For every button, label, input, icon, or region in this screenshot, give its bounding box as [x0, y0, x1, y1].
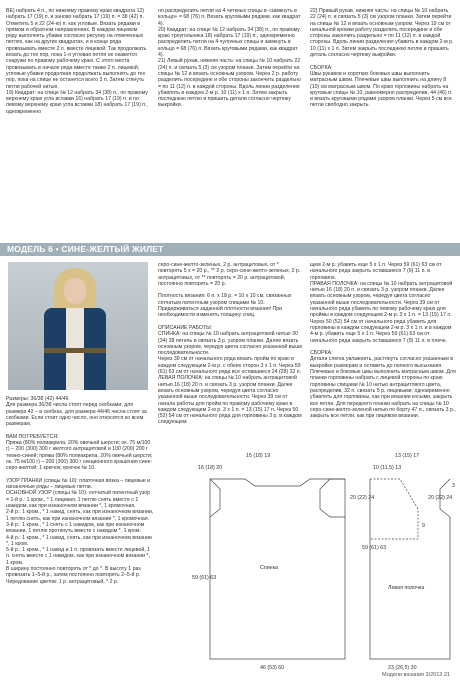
text-column-top-middle: но распределить петли на 4 четкных спицы в «замкнуть в кольцо» = 68 (76) п. Вязать круговыми рядами, как квадрат 4). 20) Квадрат: на спице № 12 набрать 34 (38) п., по правому краю треугольника 18) набрать 17 (19) п., одновременно распределить петли на 4 чулочных спицы и замкнуть в кольцо = 68 (76) п. Вязать круговыми рядами, как квадрат 4). 21) Левый рукав, нижняя часть: на спицы № 10 набрать 22 (24) п. и связать 5 (3) см узором планки. Затем перейти на спицы № 12 и вязать основным узором. Через 2 р. работу разделить посередине и обе стороны закончить раздельно = по 11 (12) п. в каждой стороны. Вдоль линии разделения убавлять в каждом 2-м р. 10 (11) х 1 п. Затем закрыть последнюю петлю и пришить детали согласно чертежу выкройки. [158, 8, 301, 109]
front-title: Левая полочка [388, 585, 425, 591]
instructions-middle-column: серо-сине-желто-зеленых, 2 р. антрацитовых, от * повторять 5 х = 20 р., ** 2 р. серо-сине-желто-зеленых, 2 р. антрацитовых, от ** повторять = 20 р. антрацитовой, постоянно повторять = 20 р. Плотность вязания: 6 п. х 18 р. = 10 х 10 см, связанных сетчатым патентным узором спицами № 10. Придерживаться заданной плотности вязания! При необходимости изменить толщину спиц. ОПИСАНИЕ РАБОТЫ: СПИНКА: на спицы № 10 набрать антрацитовой нитью 30 (34) 38 петель и связать 3 р. узором планки. Далее вязать основным узором, чередуя цвета согласно указанной выше последовательности. Через 39 см от начального ряда вязать пройм по краю в каждом следующем 2-м р. с обеих сторон 3 х 1 п. Через 59 (61) 63 см от начального ряда все оставшиеся 24 (28) 32 п. ЛЕВАЯ ПОЛОЧКА: на спицы № 10 набрать антрацитовой нитью 16 (18) 20 п. и связать 3 р. узором планки. Далее вязать основным узором, чередуя цвета согласно указанной выше последовательности. Через 39 см от начала работы для пройм по правому рабочему краю в каждом следующем 2-м р. 3 х 1 п. = 13 (15) 17 п. Через 50 (52) 54 см от начального ряда для горловины 3 р. в каждом следующем [158, 262, 303, 426]
back-neck-dim: 15 (18) 19 [246, 453, 271, 459]
back-width-dim: 46 (53) 60 [260, 665, 285, 671]
text-column-top-left: ВЕ) набрать 4 п., по нижнему правому краю квадрата 12) набрать 17 (19) п. и заново набрать 17 (19) п. = 38 (42) п. Отметить 5 и 22 (24-ю) п. как угловые. Вязать рядами в прямом и обратном направлениях. В каждом лицевом ряду выполнять убавки согласно рисунку на отмеченных петлях, как на других квадратах, и в конце ряда провязывать вместе 2 п. вместе лицевой. Так продолжать вязать до тех пор, пока 1-я угловая петля не окажется снаружи по правому рабочему краю. С этого места провязывать в начале ряда вместе также 2 п. лицевой, угловые убавки продолжая продолжать выполнять до тех пор, пока на спице не останется всего 3 п. Затем стянуть петли рабочей нитью. 19) Квадрат: на спице № 12 набрать 34 (38) п., по правому верхнему краю угла вставки 16) набрать 17 (19) п. и по левому верхнему краю угла вставки 18) набрать 17 (19) п., одновременно [6, 8, 148, 115]
pattern-diagram [190, 439, 460, 674]
front-neck-depth: 9 [422, 523, 425, 529]
instructions-left-column: Размеры: 36/38 (42) 44/46 Для размера 36/38 числа стоят перед скобками, для размера 42 – в скобках, для размера 44/46 числа стоят за скобками. Если стоит одно число, оно относится ко всем размерам. ВАМ ПОТРЕБУЕТСЯ: Пряжа (80% полиакрила, 20% овечьей шерсти; ок. 75 м/100 г) – 200 (300) 300 г желтого антрацитовой и 100 (200) 200 г темно-синей; пряжа (80% полиакрила, 20% овечьей шерсти; ок. 75 м/100 г) – 200 (300) 300 г секционного крашения сине-серо-желтой; 1 крючок; крючок № 10. УЗОР ПЛАНКИ (спицы № 10): платочная вязка – лицевые и изнаночные ряды – лицевые петли. ОСНОВНОЙ УЗОР (спицы № 10): сетчатый патентный узор = 1-й р.: 1 кром., * 1 лицевая, 1 петлю снять вместе с 1 накидом, как при изнаночном вязании *, 1 кромочная. 2-й р.: 1 кром., * 1 накид, снять, как при изнаночном вязании, 1 петлю снять, как при изнаночном вязании *, 1 кромочная. 3-й р.: 1 кром., * 1 снять с 1 накидом, как при изнаночном вязании, 1 петлю протянуть вместе с накидом *, 1 кром. 4-й р.: 1 кром., * 1 накид, снять, как при изнаночном вязании *, 1 кром. 5-й р.: 1 кром., * 1 накид и 1 п. провязать вместе лицевой, 1 п. снять вместе с 1 накидом, как при изнаночном вязании *, 1 кром. В ширину постоянно повторять от * до *. В высоту 1 раз провязать 1–5-й р., затем постоянно повторять 2–5-й р. Чередование цветов: 1 р. антрацитовый, * 2 р. [6, 396, 154, 585]
back-height-dim: 59 (61) 63 [192, 575, 217, 581]
page-footer: Модели вязания 3/2013 21 [382, 672, 450, 678]
front-width-dim: 23 (26,5) 30 [388, 665, 417, 671]
front-armhole-dim: 20 (22) 24 [428, 495, 453, 501]
front-neck-dim: 13 (15) 17 [395, 453, 420, 459]
back-title: Спинка [260, 565, 278, 571]
section-title: МОДЕЛЬ 6 • СИНЕ-ЖЕЛТЫЙ ЖИЛЕТ [7, 244, 164, 254]
armhole-dim: 20 (22) 24 [350, 495, 375, 501]
text-column-top-right: 22) Правый рукав, нижняя часть: на спицы № 10 набрать 22 (24) п. и связать 5 (3) см узором планки. Затем перейти на спицы № 12 и вязать основным узором. Через 19 см от начальной кромки работу разделить посередине и обе стороны закончить раздельно = по 11 (12) п. в каждой стороны. Вдоль линии разделения убавить в каждом 2-м р. 10 (11) х 1 п. Затем закрыть последнюю петлю и пришить деталь согласно чертежу выкройки. СБОРКА: Швы рукавов и коротких боковых швы выполнить матрасным швом. Плечевые швы выполнить на длину 8 (10) см матрасным швом. По краю горловины набрать на круговые спицы № 10, равномерно распределив, 44 (46) п. и вязать круговыми рядами узором планки. Через 5 см все петли свободно закрыть. [310, 8, 454, 109]
back-shoulder-dim: 16 (18) 20 [198, 465, 223, 471]
instructions-right-column: щем 2-м р. убавить еще 5 х 1 п. Через 59 (61) 63 см от начального ряда закрыть оставшиеся 7 (9) 11 п. в горловине. ПРАВАЯ ПОЛОЧКА: на спицы № 10 набрать антрацитовой нитью 16 (18) 20 п. и связать 3 р. узором планки. Далее вязать основным узором, чередуя цвета согласно указанной выше последовательности. Через 39 см от начального ряда убавить по левому рабочему краю для проймы в каждом следующем 2-м р. 3 х 1 п. = 13 (15) 17 п. Через 50 (52) 54 см от начального ряда убавить для горловины в каждом следующем 2-м р. 3 х 1 п. и в каждом 4-м р. убавить еще 5 х 1 п. Через 59 (61) 63 см от начального ряда закрыть оставшиеся 7 (9) 11 п. в плече. СБОРКА: Детали слегка увлажнить, растянуть согласно указанным в выкройке размерам и оставить до полного высыхания. Плечевые и боковые швы выполнить матрасным швом. Для планки горловины набрать с лицевой стороны по краю горловины спицами № 10 нитью антрацитового цвета, распределив, 32 п. связать 5 р. лицевыми, одновременно убавлять для горловины, как при вязании косыми, закрыть все петли. Для переднего планки набрать на спицы № 10 серо-сине-желто-зеленой нитью по борту 47 п., связать 3 р., закрыть все петли, как при лицевом вязании. [310, 262, 456, 420]
front-piece-outline [370, 479, 453, 659]
front-height-dim: 59 (61) 63 [362, 545, 387, 551]
front-shoulder-dim: 10 (11,5) 13 [373, 465, 402, 471]
model-photo [8, 262, 148, 390]
small-dim: 3 [452, 483, 455, 489]
